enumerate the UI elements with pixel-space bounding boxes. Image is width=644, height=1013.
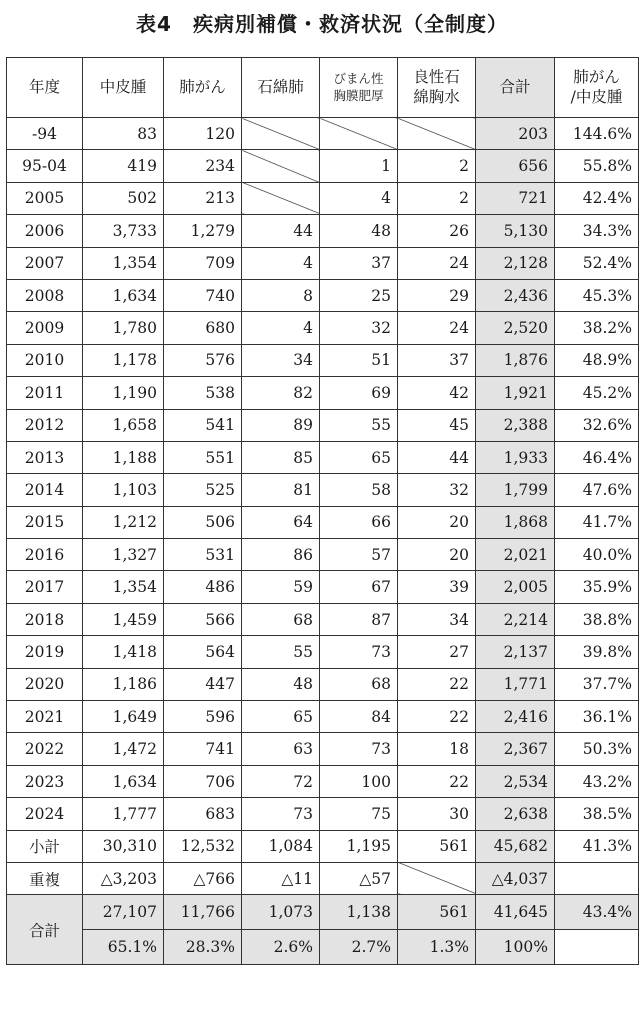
header-ben-line2: 綿胸水 <box>413 87 460 106</box>
lung-cell: 234 <box>164 150 242 182</box>
meso-cell: 3,733 <box>83 215 164 247</box>
ratio-cell: 45.2% <box>555 377 639 409</box>
year-cell: 2019 <box>7 636 83 668</box>
meso-cell: 1,212 <box>83 506 164 538</box>
header-mesothelioma: 中皮腫 <box>83 58 164 118</box>
total-cell: 656 <box>476 150 555 182</box>
asb-cell: 63 <box>242 733 320 765</box>
table-row <box>7 247 639 279</box>
dup-meso: △3,203 <box>83 862 164 894</box>
lung-cell: 120 <box>164 118 242 150</box>
header-ben-line1: 良性石 <box>413 68 460 87</box>
header-ratio <box>555 58 639 118</box>
meso-cell: 1,190 <box>83 377 164 409</box>
year-cell: 2024 <box>7 798 83 830</box>
meso-cell: 1,649 <box>83 701 164 733</box>
dpt-cell: 37 <box>320 247 398 279</box>
year-cell: 2018 <box>7 603 83 635</box>
lung-cell: 525 <box>164 474 242 506</box>
total-cell: 2,128 <box>476 247 555 279</box>
meso-cell: 1,634 <box>83 765 164 797</box>
ben-cell: 27 <box>398 636 476 668</box>
ratio-cell: 38.5% <box>555 798 639 830</box>
ben-cell: 32 <box>398 474 476 506</box>
meso-cell: 83 <box>83 118 164 150</box>
table-row <box>7 506 639 538</box>
header-ratio-line1: 肺がん <box>573 68 620 87</box>
dpt-cell: 51 <box>320 344 398 376</box>
share-meso: 65.1% <box>83 930 164 965</box>
year-cell: 2014 <box>7 474 83 506</box>
ratio-cell: 36.1% <box>555 701 639 733</box>
asb-cell: 4 <box>242 247 320 279</box>
meso-cell: 1,327 <box>83 539 164 571</box>
dpt-cell: 65 <box>320 441 398 473</box>
ratio-cell: 38.2% <box>555 312 639 344</box>
total-cell: 1,868 <box>476 506 555 538</box>
table-row <box>7 668 639 700</box>
lung-cell: 486 <box>164 571 242 603</box>
duplicates-row <box>7 862 639 894</box>
ratio-cell: 52.4% <box>555 247 639 279</box>
ben-cell: 22 <box>398 668 476 700</box>
table-row <box>7 830 639 862</box>
meso-cell: 1,418 <box>83 636 164 668</box>
gt-total: 41,645 <box>476 895 555 930</box>
lung-cell: 564 <box>164 636 242 668</box>
year-cell: 2017 <box>7 571 83 603</box>
year-cell: 2009 <box>7 312 83 344</box>
meso-cell: 1,103 <box>83 474 164 506</box>
ratio-cell: 35.9% <box>555 571 639 603</box>
year-cell: 2007 <box>7 247 83 279</box>
meso-cell: 1,186 <box>83 668 164 700</box>
asb-cell <box>242 150 320 182</box>
gt-ratio: 43.4% <box>555 895 639 930</box>
total-cell: 5,130 <box>476 215 555 247</box>
dup-asb: △11 <box>242 862 320 894</box>
year-cell: 2020 <box>7 668 83 700</box>
lung-cell: 541 <box>164 409 242 441</box>
ben-cell: 26 <box>398 215 476 247</box>
year-cell: 2012 <box>7 409 83 441</box>
ben-cell: 20 <box>398 506 476 538</box>
table-row <box>7 701 639 733</box>
ratio-cell: 43.2% <box>555 765 639 797</box>
total-cell: 2,638 <box>476 798 555 830</box>
year-cell: 2008 <box>7 279 83 311</box>
share-ben: 1.3% <box>398 930 476 965</box>
header-ratio-line2: /中皮腫 <box>570 87 623 106</box>
table-row <box>7 215 639 247</box>
ratio-cell: 45.3% <box>555 279 639 311</box>
table-row <box>7 377 639 409</box>
dpt-cell: 32 <box>320 312 398 344</box>
ben-cell: 22 <box>398 701 476 733</box>
asb-cell: 86 <box>242 539 320 571</box>
dpt-cell: 1 <box>320 150 398 182</box>
total-cell: 1,921 <box>476 377 555 409</box>
table-row <box>7 279 639 311</box>
year-cell: 小計 <box>7 830 83 862</box>
dup-ben-empty <box>398 862 476 894</box>
ben-cell: 22 <box>398 765 476 797</box>
asb-cell: 82 <box>242 377 320 409</box>
ben-cell: 2 <box>398 182 476 214</box>
grand-total-shares-row <box>7 930 639 965</box>
share-dpt: 2.7% <box>320 930 398 965</box>
ben-cell: 24 <box>398 247 476 279</box>
meso-cell: 1,188 <box>83 441 164 473</box>
ben-cell: 20 <box>398 539 476 571</box>
meso-cell: 30,310 <box>83 830 164 862</box>
total-cell: 2,214 <box>476 603 555 635</box>
lung-cell: 741 <box>164 733 242 765</box>
year-cell: 2021 <box>7 701 83 733</box>
total-cell: 45,682 <box>476 830 555 862</box>
ratio-cell: 42.4% <box>555 182 639 214</box>
ratio-cell: 47.6% <box>555 474 639 506</box>
dup-lung: △766 <box>164 862 242 894</box>
asb-cell: 72 <box>242 765 320 797</box>
dpt-cell: 1,195 <box>320 830 398 862</box>
table-row <box>7 118 639 150</box>
ben-cell: 42 <box>398 377 476 409</box>
lung-cell: 680 <box>164 312 242 344</box>
gt-lung: 11,766 <box>164 895 242 930</box>
header-row <box>7 58 639 118</box>
asb-cell: 34 <box>242 344 320 376</box>
header-dpt-line1: びまん性 <box>333 70 384 86</box>
lung-cell: 531 <box>164 539 242 571</box>
table-row <box>7 733 639 765</box>
table-row <box>7 539 639 571</box>
ben-cell: 30 <box>398 798 476 830</box>
total-cell: 203 <box>476 118 555 150</box>
lung-cell: 740 <box>164 279 242 311</box>
ben-cell: 18 <box>398 733 476 765</box>
ratio-cell: 32.6% <box>555 409 639 441</box>
ratio-cell: 38.8% <box>555 603 639 635</box>
ratio-cell: 41.7% <box>555 506 639 538</box>
gt-dpt: 1,138 <box>320 895 398 930</box>
lung-cell: 538 <box>164 377 242 409</box>
ratio-cell: 34.3% <box>555 215 639 247</box>
year-cell: 2011 <box>7 377 83 409</box>
grand-total-counts-row <box>7 895 639 930</box>
ratio-cell: 48.9% <box>555 344 639 376</box>
duplicates-label: 重複 <box>7 862 83 894</box>
lung-cell: 596 <box>164 701 242 733</box>
dpt-cell: 66 <box>320 506 398 538</box>
asb-cell: 8 <box>242 279 320 311</box>
year-cell: 2023 <box>7 765 83 797</box>
ben-cell: 37 <box>398 344 476 376</box>
dpt-cell: 48 <box>320 215 398 247</box>
year-cell: 2016 <box>7 539 83 571</box>
total-cell: 1,799 <box>476 474 555 506</box>
total-cell: 2,388 <box>476 409 555 441</box>
gt-ben: 561 <box>398 895 476 930</box>
gt-asb: 1,073 <box>242 895 320 930</box>
meso-cell: 419 <box>83 150 164 182</box>
table-row <box>7 182 639 214</box>
lung-cell: 506 <box>164 506 242 538</box>
total-cell: 1,771 <box>476 668 555 700</box>
dpt-cell: 67 <box>320 571 398 603</box>
dpt-cell: 100 <box>320 765 398 797</box>
table-row <box>7 409 639 441</box>
total-cell: 2,021 <box>476 539 555 571</box>
lung-cell: 683 <box>164 798 242 830</box>
meso-cell: 1,472 <box>83 733 164 765</box>
asb-cell <box>242 118 320 150</box>
ratio-cell: 55.8% <box>555 150 639 182</box>
ratio-cell: 50.3% <box>555 733 639 765</box>
dpt-cell <box>320 118 398 150</box>
table-row <box>7 150 639 182</box>
dpt-cell: 4 <box>320 182 398 214</box>
header-asbestosis: 石綿肺 <box>242 58 320 118</box>
share-ratio-empty <box>555 930 639 965</box>
meso-cell: 1,634 <box>83 279 164 311</box>
asb-cell: 64 <box>242 506 320 538</box>
table-row <box>7 798 639 830</box>
dup-ratio-empty <box>555 862 639 894</box>
table-row <box>7 765 639 797</box>
lung-cell: 566 <box>164 603 242 635</box>
table-row <box>7 603 639 635</box>
year-cell: 2013 <box>7 441 83 473</box>
dpt-cell: 58 <box>320 474 398 506</box>
header-dpt-line2: 胸膜肥厚 <box>333 87 384 103</box>
year-cell: 2022 <box>7 733 83 765</box>
asb-cell: 59 <box>242 571 320 603</box>
ben-cell: 561 <box>398 830 476 862</box>
table-row <box>7 636 639 668</box>
share-asb: 2.6% <box>242 930 320 965</box>
table-row <box>7 571 639 603</box>
ratio-cell: 40.0% <box>555 539 639 571</box>
total-cell: 2,520 <box>476 312 555 344</box>
meso-cell: 1,777 <box>83 798 164 830</box>
ben-cell: 39 <box>398 571 476 603</box>
total-cell: 2,137 <box>476 636 555 668</box>
dpt-cell: 87 <box>320 603 398 635</box>
total-cell: 2,534 <box>476 765 555 797</box>
lung-cell: 551 <box>164 441 242 473</box>
table-title: 表4 疾病別補償・救済状況（全制度） <box>136 12 508 36</box>
table-row <box>7 441 639 473</box>
asb-cell: 81 <box>242 474 320 506</box>
year-cell: 2005 <box>7 182 83 214</box>
header-total: 合計 <box>476 58 555 118</box>
meso-cell: 1,780 <box>83 312 164 344</box>
lung-cell: 1,279 <box>164 215 242 247</box>
year-cell: -94 <box>7 118 83 150</box>
dpt-cell: 73 <box>320 733 398 765</box>
asb-cell: 55 <box>242 636 320 668</box>
asb-cell <box>242 182 320 214</box>
dpt-cell: 75 <box>320 798 398 830</box>
ratio-cell: 37.7% <box>555 668 639 700</box>
compensation-table <box>6 57 639 965</box>
asb-cell: 65 <box>242 701 320 733</box>
ben-cell: 34 <box>398 603 476 635</box>
ben-cell: 29 <box>398 279 476 311</box>
meso-cell: 1,354 <box>83 247 164 279</box>
header-benign-effusion <box>398 58 476 118</box>
ben-cell: 24 <box>398 312 476 344</box>
dpt-cell: 55 <box>320 409 398 441</box>
meso-cell: 1,354 <box>83 571 164 603</box>
asb-cell: 4 <box>242 312 320 344</box>
ben-cell <box>398 118 476 150</box>
dpt-cell: 25 <box>320 279 398 311</box>
meso-cell: 1,459 <box>83 603 164 635</box>
asb-cell: 85 <box>242 441 320 473</box>
meso-cell: 1,658 <box>83 409 164 441</box>
total-cell: 2,005 <box>476 571 555 603</box>
dpt-cell: 68 <box>320 668 398 700</box>
table-row <box>7 344 639 376</box>
header-lung-cancer: 肺がん <box>164 58 242 118</box>
total-cell: 2,416 <box>476 701 555 733</box>
dpt-cell: 69 <box>320 377 398 409</box>
year-cell: 2015 <box>7 506 83 538</box>
dup-total: △4,037 <box>476 862 555 894</box>
meso-cell: 502 <box>83 182 164 214</box>
asb-cell: 48 <box>242 668 320 700</box>
year-cell: 95-04 <box>7 150 83 182</box>
grand-total-label: 合計 <box>7 895 83 965</box>
lung-cell: 706 <box>164 765 242 797</box>
asb-cell: 89 <box>242 409 320 441</box>
dpt-cell: 57 <box>320 539 398 571</box>
total-cell: 721 <box>476 182 555 214</box>
asb-cell: 68 <box>242 603 320 635</box>
ratio-cell: 41.3% <box>555 830 639 862</box>
ben-cell: 44 <box>398 441 476 473</box>
total-cell: 2,436 <box>476 279 555 311</box>
table-row <box>7 312 639 344</box>
lung-cell: 709 <box>164 247 242 279</box>
year-cell: 2010 <box>7 344 83 376</box>
lung-cell: 447 <box>164 668 242 700</box>
ben-cell: 45 <box>398 409 476 441</box>
gt-meso: 27,107 <box>83 895 164 930</box>
asb-cell: 73 <box>242 798 320 830</box>
ratio-cell: 144.6% <box>555 118 639 150</box>
total-cell: 1,876 <box>476 344 555 376</box>
dup-dpt: △57 <box>320 862 398 894</box>
ben-cell: 2 <box>398 150 476 182</box>
header-year: 年度 <box>7 58 83 118</box>
meso-cell: 1,178 <box>83 344 164 376</box>
total-cell: 2,367 <box>476 733 555 765</box>
header-diffuse-pleural-thickening <box>320 58 398 118</box>
table-row <box>7 474 639 506</box>
ratio-cell: 46.4% <box>555 441 639 473</box>
dpt-cell: 73 <box>320 636 398 668</box>
ratio-cell: 39.8% <box>555 636 639 668</box>
asb-cell: 44 <box>242 215 320 247</box>
share-lung: 28.3% <box>164 930 242 965</box>
share-total: 100% <box>476 930 555 965</box>
lung-cell: 213 <box>164 182 242 214</box>
asb-cell: 1,084 <box>242 830 320 862</box>
lung-cell: 576 <box>164 344 242 376</box>
dpt-cell: 84 <box>320 701 398 733</box>
lung-cell: 12,532 <box>164 830 242 862</box>
total-cell: 1,933 <box>476 441 555 473</box>
year-cell: 2006 <box>7 215 83 247</box>
